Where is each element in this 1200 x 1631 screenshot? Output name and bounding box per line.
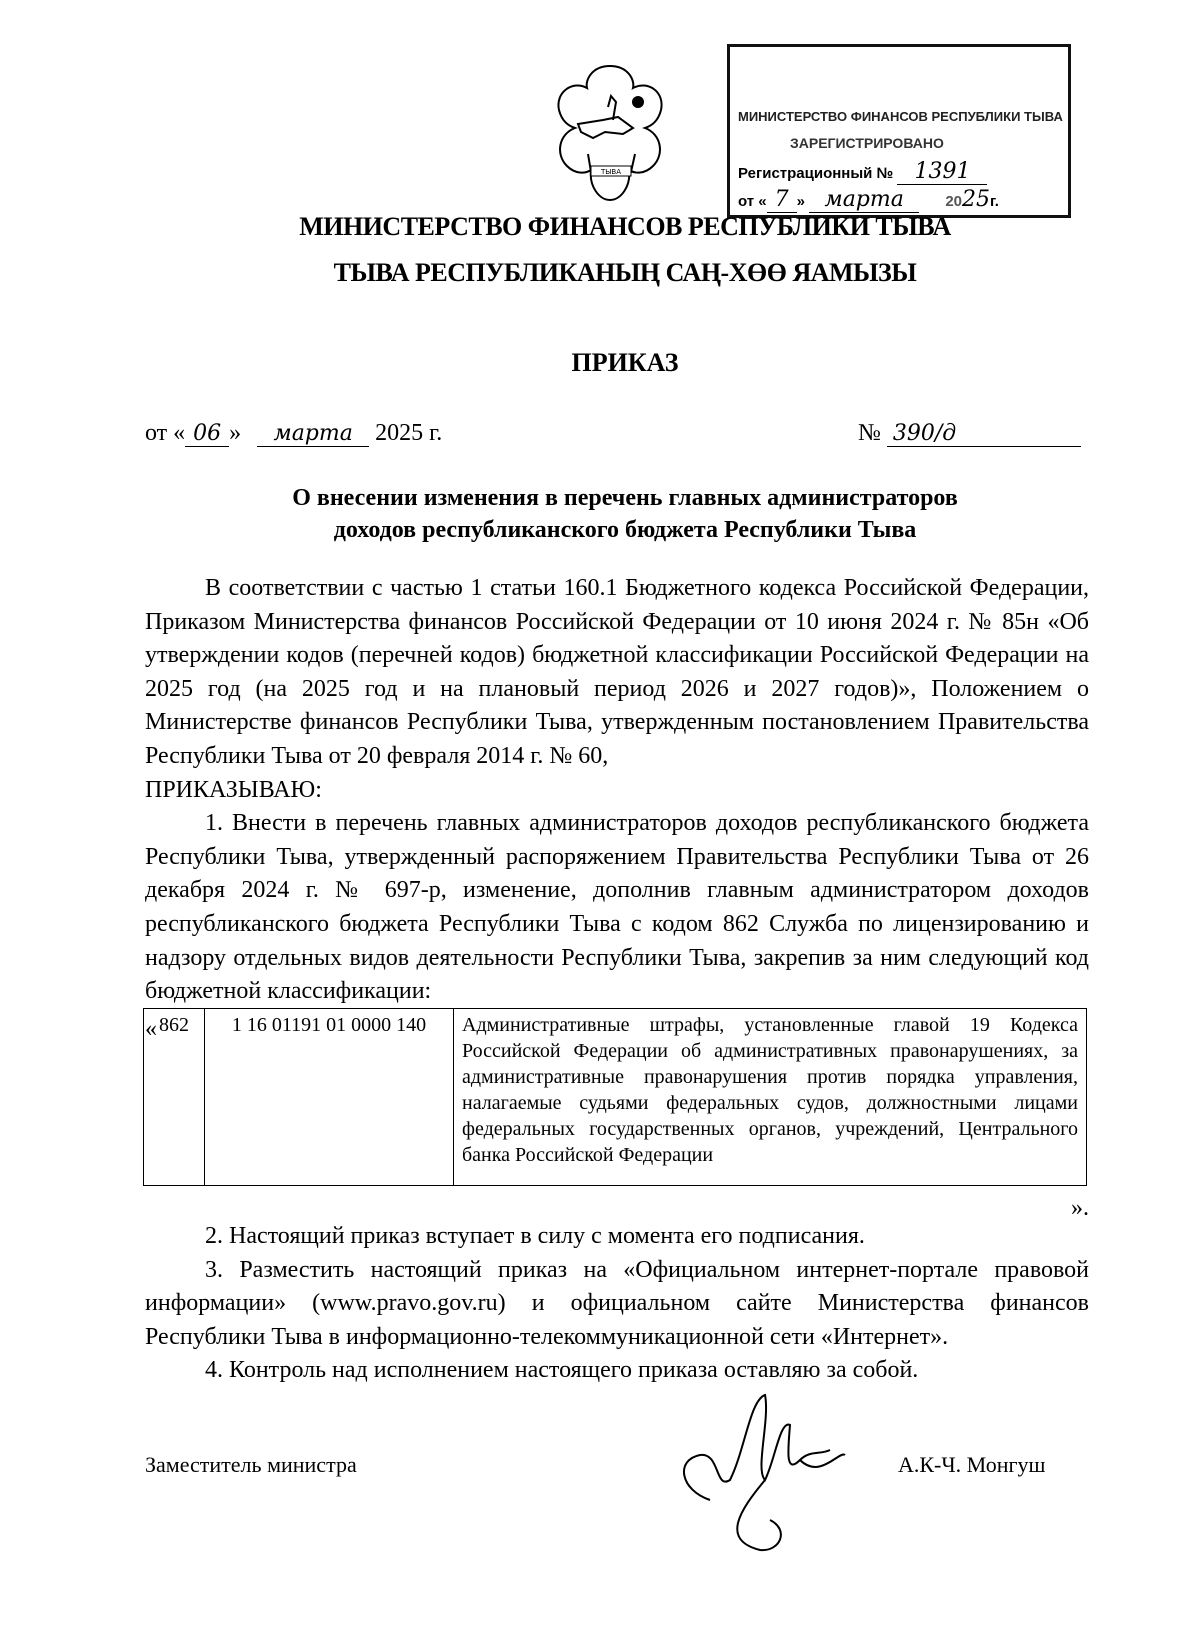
signatory-position: Заместитель министра bbox=[145, 1452, 357, 1477]
order-year: 2025 г. bbox=[375, 420, 443, 446]
item-4-paragraph: 4. Контроль над исполнением настоящего приказа оставляю за собой. bbox=[205, 1357, 919, 1384]
order-number bbox=[858, 420, 1081, 447]
ministry-title-tyv: ТЫВА РЕСПУБЛИКАНЫҢ САҢ-ХӨӨ ЯАМЫЗЫ bbox=[333, 258, 917, 287]
stamp-from-label: от « bbox=[738, 193, 767, 210]
stamp-reg-label: Регистрационный № bbox=[738, 165, 894, 182]
svg-text:ТЫВА: ТЫВА bbox=[600, 168, 622, 176]
stamp-reg-number: 1391 bbox=[897, 159, 987, 185]
stamp-date-line bbox=[738, 187, 1062, 213]
order-preamble bbox=[145, 572, 1089, 1046]
subject-line: доходов республиканского бюджета Республики Тыва bbox=[333, 517, 917, 543]
stamp-day: 7 bbox=[767, 187, 797, 213]
preamble-paragraph: В соответствии с частью 1 статьи 160.1 Бюджетного кодекса Российской Федерации, Приказом Министерства финансов Российской Федерации от 10 июня 2024 г. № 85н «Об утверждении кодов (перечней кодов) бюджетной классификации Российской Федерации на 2025 год (на 2025 год и на плановый период 2026 и 2027 годов)», Положением о Министерстве финансов Республики Тыва, утвержденным постановлением Правительства Республики Тыва от 20 февраля 2014 г. № 60, bbox=[145, 575, 1089, 769]
registration-stamp bbox=[727, 44, 1071, 218]
signatory-name: А.К-Ч. Монгуш bbox=[898, 1452, 1046, 1477]
date-close-quote: » bbox=[229, 420, 242, 446]
subject-line: О внесении изменения в перечень главных администраторов bbox=[292, 485, 958, 511]
document-type: ПРИКАЗ bbox=[571, 348, 679, 377]
stamp-ministry: МИНИСТЕРСТВО ФИНАНСОВ РЕСПУБЛИКИ ТЫВА bbox=[738, 109, 1063, 124]
number-label: № bbox=[858, 420, 881, 446]
stamp-close-quote: » bbox=[796, 193, 805, 210]
kbk-cell: 1 16 01191 01 0000 140 bbox=[205, 1009, 454, 1186]
order-month: марта bbox=[257, 421, 369, 447]
item-2-paragraph: 2. Настоящий приказ вступает в силу с момента его подписания. bbox=[205, 1223, 865, 1249]
description-cell: Административные штрафы, установленные главой 19 Кодекса Российской Федерации об административных правонарушениях, за административные правонарушения против порядка управления, налагаемые судьями федеральных судов, должностными лицами федеральных государственных органов, учреждений, Центрального банка Российской Федерации bbox=[454, 1009, 1087, 1186]
stamp-registered: ЗАРЕГИСТРИРОВАНО bbox=[790, 135, 944, 151]
order-items bbox=[145, 1220, 1089, 1388]
order-day: 06 bbox=[185, 421, 229, 447]
stamp-year-g: г. bbox=[990, 193, 999, 210]
handwritten-signature bbox=[670, 1380, 850, 1560]
table-row bbox=[144, 1009, 1087, 1186]
close-quote: ». bbox=[1071, 1195, 1089, 1221]
order-directive: ПРИКАЗЫВАЮ: bbox=[145, 776, 322, 803]
order-date bbox=[145, 420, 442, 447]
item-3-paragraph: 3. Разместить настоящий приказ на «Официальном интернет-портале правовой информации» (www.pravo.gov.ru) и официальном сайте Министерства финансов Республики Тыва в информационно-телекоммуникационной сети «Интернет». bbox=[145, 1256, 1089, 1350]
stamp-month: марта bbox=[809, 187, 919, 213]
coat-of-arms-emblem bbox=[553, 62, 668, 207]
order-subject bbox=[145, 482, 1105, 546]
ministry-title-ru: МИНИСТЕРСТВО ФИНАНСОВ РЕСПУБЛИКИ ТЫВА bbox=[299, 212, 951, 241]
open-quote: « bbox=[145, 1015, 157, 1042]
stamp-year-suffix: 25 bbox=[962, 187, 991, 212]
item-1-paragraph: 1. Внести в перечень главных администраторов доходов республиканского бюджета Республики Тыва, утвержденный распоряжением Правительства Республики Тыва от 26 декабря 2024 г. № 697-р, изменение, дополнив главным администратором доходов республиканского бюджета Республики Тыва с кодом 862 Служба по лицензированию и надзору отдельных видов деятельности Республики Тыва, закрепив за ним следующий код бюджетной классификации: bbox=[145, 810, 1089, 1005]
order-number-value: 390/д bbox=[887, 421, 1081, 447]
stamp-year-prefix: 20 bbox=[945, 193, 963, 210]
date-from-label: от « bbox=[145, 420, 186, 446]
budget-code-table bbox=[143, 1008, 1087, 1186]
stamp-reg-number-line bbox=[738, 159, 1062, 185]
admin-code-cell: 862 bbox=[144, 1009, 205, 1186]
